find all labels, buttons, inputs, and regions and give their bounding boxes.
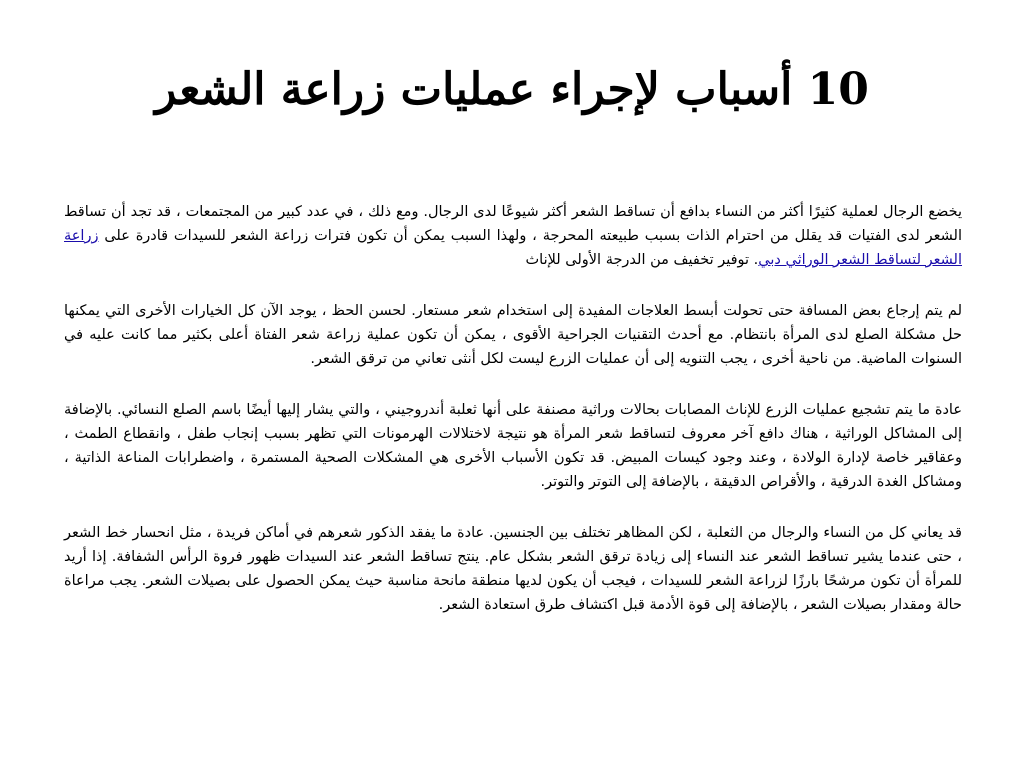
paragraph-1-text-after: . توفير تخفيف من الدرجة الأولى للإناث — [525, 252, 759, 268]
paragraph-2: لم يتم إرجاع بعض المسافة حتى تحولت أبسط العلاجات المفيدة إلى استخدام شعر مستعار. لحسن الحظ ، يوجد الآن كل الخيارات الأخرى التي يمكنها حل مشكلة الصلع لدى المرأة بانتظام. مع أحدث التقنيات الجراحية الأقوى ، يمكن أن تكون عملية زراعة شعر الفتاة أعلى بكثير مما كانت عليه في السنوات الماضية. من ناحية أخرى ، يجب التنويه إلى أن عمليات الزرع ليست لكل أنثى تعاني من ترقق الشعر. — [64, 303, 962, 367]
paragraph-4: قد يعاني كل من النساء والرجال من الثعلبة ، لكن المظاهر تختلف بين الجنسين. عادة ما يفقد الذكور شعرهم في أماكن فريدة ، مثل انحسار خط الشعر ، حتى عندما يشير تساقط الشعر عند النساء إلى زيادة ترقق الشعر بشكل عام. ينتج تساقط الشعر عند السيدات ظهور فروة الرأس الشفافة. إذا أريد للمرأة أن تكون مرشحًا بارزًا لزراعة الشعر للسيدات ، فيجب أن يكون لديها منطقة مانحة مناسبة حيث يمكن الحصول على بصيلات الشعر. يجب مراعاة حالة ومقدار بصيلات الشعر ، بالإضافة إلى قوة الأدمة قبل اكتشاف طرق استعادة الشعر. — [64, 525, 962, 613]
hair-transplant-dubai-link[interactable]: زراعة الشعر لتساقط الشعر الوراثي دبي — [64, 228, 962, 268]
slide-title: 10 أسباب لإجراء عمليات زراعة الشعر — [155, 64, 869, 115]
paragraph-1 — [64, 200, 962, 272]
paragraph-1-text-before: يخضع الرجال لعملية كثيرًا أكثر من النساء بدافع أن تساقط الشعر أكثر شيوعًا لدى الرجال. ومع ذلك ، في عدد كبير من المجتمعات ، قد تجد أن تساقط الشعر لدى الفتيات قد يقلل من احترام الذات بسبب طبيعته المحرجة ، ولهذا السبب يمكن أن تكون فترات زراعة الشعر للسيدات قادرة على — [64, 204, 962, 244]
slide-body — [64, 200, 962, 644]
paragraph-3: عادة ما يتم تشجيع عمليات الزرع للإناث المصابات بحالات وراثية مصنفة على أنها ثعلبة أندروجيني ، والتي يشار إليها أيضًا باسم الصلع النسائي. بالإضافة إلى المشاكل الوراثية ، هناك دافع آخر معروف لتساقط شعر المرأة هو نتيجة لاختلالات الهرمونات التي تظهر بسبب إنجاب طفل ، وانقطاع الطمث ، وعقاقير خاصة لإدارة الولادة ، وعند وجود كيسات المبيض. قد تكون الأسباب الأخرى هي المشكلات الصحية المستمرة ، واضطرابات المناعة الذاتية ، ومشاكل الغدة الدرقية ، والأقراص الدقيقة ، بالإضافة إلى التوتر والتوتر. — [64, 402, 962, 490]
